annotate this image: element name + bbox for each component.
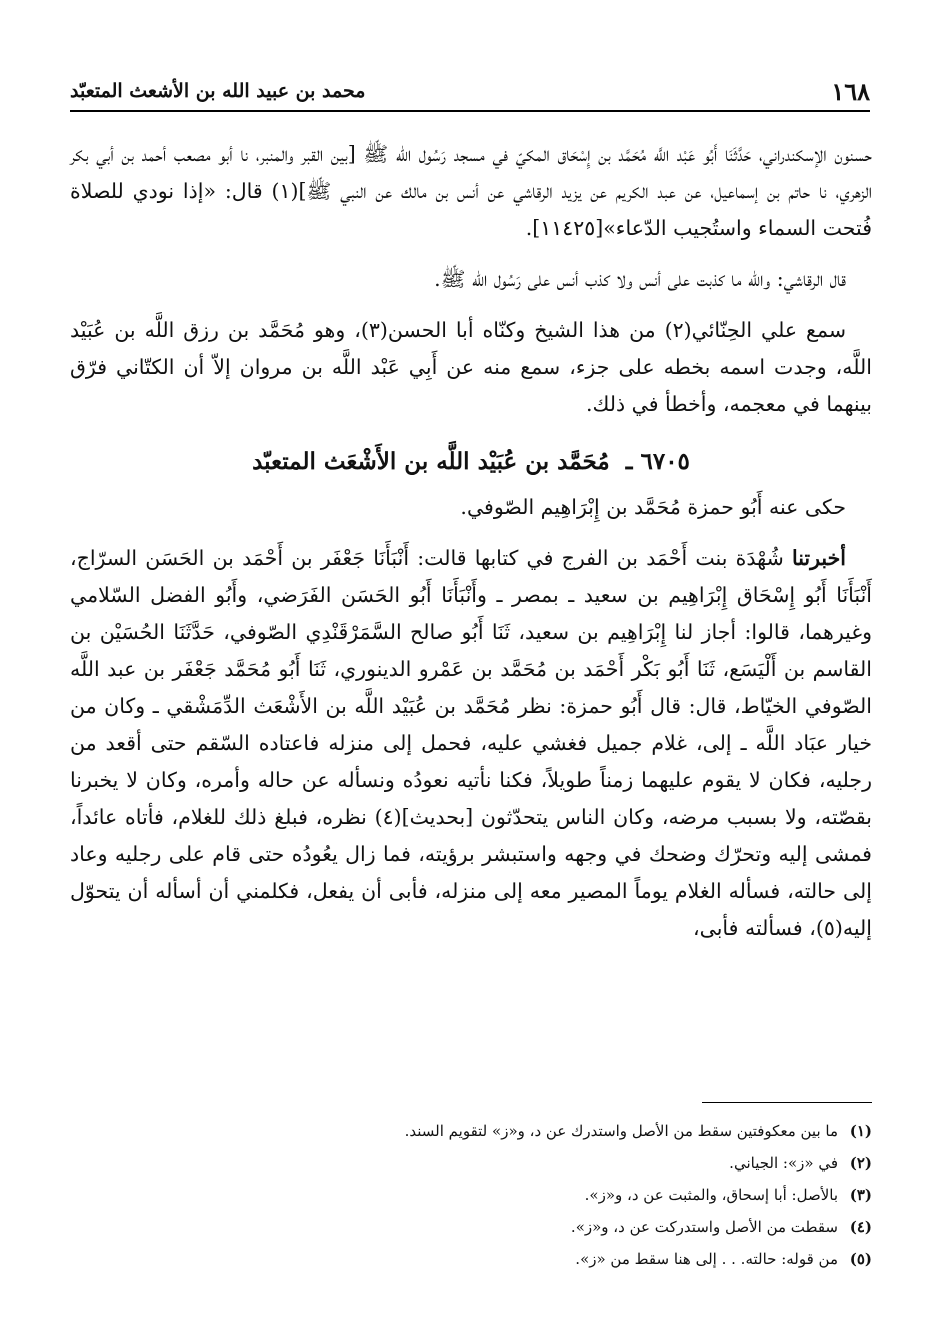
running-title: محمد بن عبيد الله بن الأشعث المتعبّد <box>70 80 366 102</box>
paragraph-5-lead: أخبرتنا <box>791 546 846 570</box>
paragraph-3: سمع علي الحِنّائي(٢) من هذا الشيخ وكنّاه أبا الحسن(٣)، وهو مُحَمَّد بن رزق اللَّه بن عُبَيْد اللَّه، وجدت اسمه بخطه على جزء، سمع منه عن أَبِي عَبْد اللَّه بن مروان إلاّ أن الكتّاني فرّق بينهما في معجمه، وأخطأ في ذلك. <box>70 318 872 416</box>
footnote <box>70 1179 872 1211</box>
footnote-number: (١) <box>849 1122 872 1140</box>
footnotes <box>70 1115 872 1275</box>
footnote-text: ما بين معكوفتين سقط من الأصل واستدرك عن د، و«ز» لتقويم السند. <box>404 1122 838 1140</box>
paragraph-5-text: شُهْدَة بنت أَحْمَد بن الفرج في كتابها قالت: أَنْبَأَنَا جَعْفَر بن أَحْمَد بن الحَسَن السرّاج، أَنْبَأَنَا أَبُو إِسْحَاق إِبْرَاهِيم بن سعيد ـ بمصر ـ وأَنْبَأَنَا أَبُو الحَسَن الفَرَضي، وأَبُو الفضل السّلامي وغيرهما، قالوا: أجاز لنا إِبْرَاهِيم بن سعيد، ثَنَا أَبُو صالح السَّمَرْقَنْدِي الصّوفي، حَدَّثَنَا الحُسَيْن بن القاسم بن أَلْيَسَع، ثَنَا أَبُو بَكْر أَحْمَد بن مُحَمَّد بن عَمْرو الدينوري، ثَنَا أَبُو مُحَمَّد جَعْفَر بن عبد اللَّه الصّوفي الخيّاط، قال: قال أَبُو حمزة: نظر مُحَمَّد بن عُبَيْد اللَّه بن الأَشْعَث الدِّمَشْقي ـ وكان من خيار عبَاد اللَّه ـ إلى، غلام جميل فغشي عليه، فحمل إلى منزله فاعتاده السّقم حتى أقعد من رجليه، فكان لا يقوم عليهما زمناً طويلاً، فكنا نأتيه نعودُه ونسأله عن حاله وأمره، وكان لا يخبرنا بقصّته، ولا بسبب مرضه، وكان الناس يتحدّثون [بحديث](٤) نظره، فبلغ ذلك للغلام، فأتاه عائداً، فمشى إليه وتحرّك وضحك في وجهه واستبشر برؤيته، فما زال يعُودُه حتى قام على رجليه وعاد إلى حالته، فسأله الغلام يوماً المصير معه إلى منزله، فأبى أن يفعل، فكلمني أن أسأله أن يتحوّل إليه(٥)، فسألته فأبى، <box>70 546 872 940</box>
footnote-divider <box>702 1102 872 1103</box>
entry-heading <box>70 445 872 479</box>
paragraph-1: حسنون الإسكندراني، حَدَّثَنَا أَبُو عَبْد اللَّه مُحَمَّد بن إِسْحَاق المكيّ في مسجد رَسُول الله ﷺ [بين القبر والمنبر، نا أبو مصعب أحمد بن أبي بكر الزهري، نا حاتم بن إسماعيل، عن عبد الكريم عن يزيد الرقاشي عن أنس بن مالك عن النبي ﷺ](١) قال: «إذا نودي للصلاة فُتحت السماء واستُجيب الدّعاء»[١١٤٢٥]. <box>70 142 872 240</box>
footnote-number: (٣) <box>849 1186 872 1204</box>
page-header <box>70 72 870 112</box>
page-number: ١٦٨ <box>831 76 870 106</box>
footnote <box>70 1115 872 1147</box>
footnote-number: (٤) <box>849 1218 872 1236</box>
entry-number: ٦٧٠٥ ـ <box>625 448 690 475</box>
footnote-text: في «ز»: الجياني. <box>729 1154 838 1172</box>
paragraph-2: قال الرقاشي: والله ما كذبت على أنس ولا كذب أنس على رَسُول الله ﷺ. <box>434 267 846 291</box>
paragraph-4: حكى عنه أَبُو حمزة مُحَمَّد بن إِبْرَاهِيم الصّوفي. <box>460 495 846 519</box>
footnote <box>70 1211 872 1243</box>
footnote <box>70 1243 872 1275</box>
footnote <box>70 1147 872 1179</box>
footnote-text: سقطت من الأصل واستدركت عن د، و«ز». <box>570 1218 838 1236</box>
footnote-number: (٢) <box>849 1154 872 1172</box>
main-text <box>70 136 872 953</box>
footnote-number: (٥) <box>849 1250 872 1268</box>
paragraph-5 <box>70 540 872 947</box>
footnote-text: بالأصل: أبا إسحاق، والمثبت عن د، و«ز». <box>584 1186 838 1204</box>
footnote-text: من قوله: حالته. . . إلى هنا سقط من «ز». <box>575 1250 838 1268</box>
entry-title: مُحَمَّد بن عُبَيْد اللَّه بن الأَشْعَث المتعبّد <box>252 448 610 475</box>
